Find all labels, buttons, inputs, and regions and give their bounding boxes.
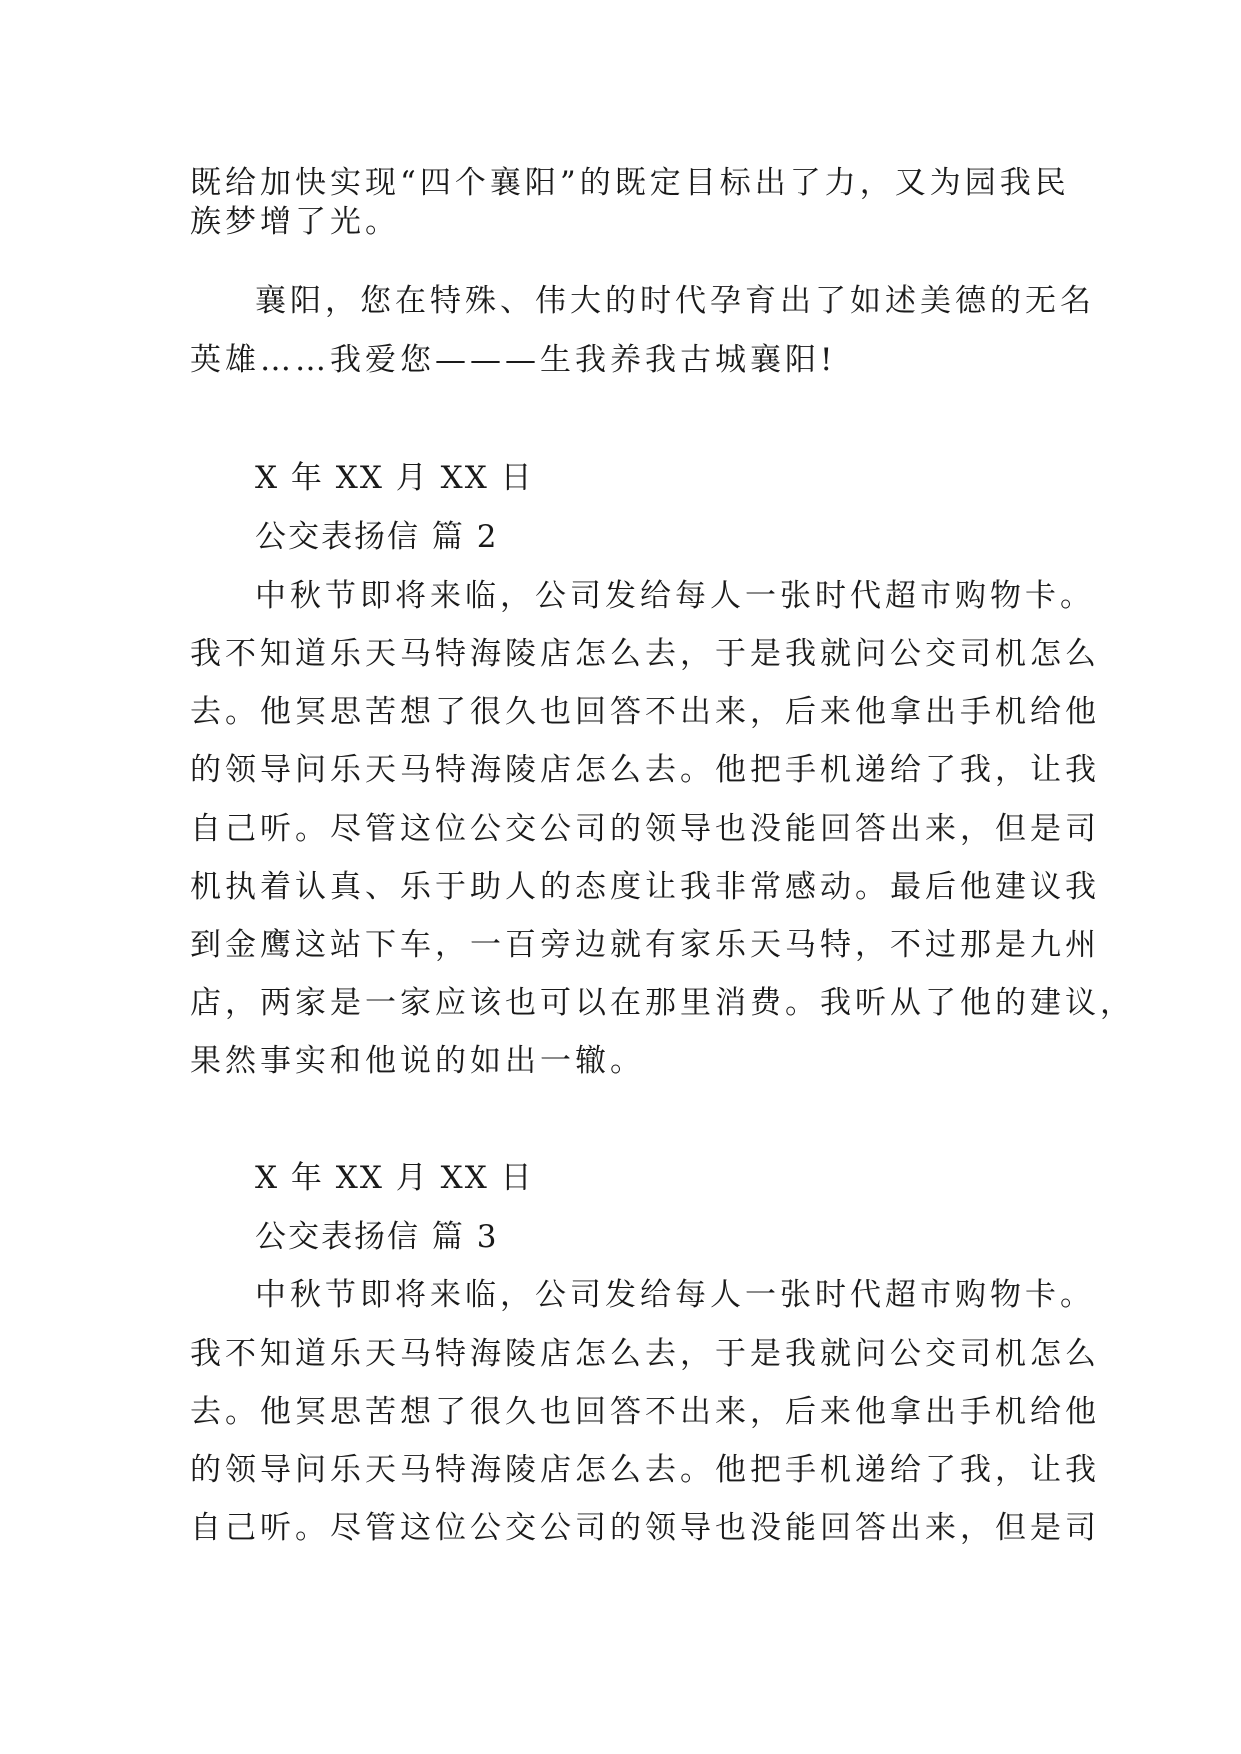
paragraph-line: 去。他冥思苦想了很久也回答不出来，后来他拿出手机给他 [190,694,1100,730]
paragraph-line: 我不知道乐天马特海陵店怎么去，于是我就问公交司机怎么 [190,1336,1100,1372]
paragraph-line: 自己听。尽管这位公交公司的领导也没能回答出来，但是司 [190,1510,1100,1546]
paragraph-line: 机执着认真、乐于助人的态度让我非常感动。最后他建议我 [190,869,1100,905]
paragraph-line: 英雄……我爱您———生我养我古城襄阳! [190,342,837,378]
paragraph-line: 既给加快实现“四个襄阳”的既定目标出了力，又为园我民 [190,165,1070,201]
paragraph-line: 中秋节即将来临，公司发给每人一张时代超市购物卡。 [255,1277,1095,1313]
letter-date: X 年 XX 月 XX 日 [255,460,534,496]
paragraph-line: 的领导问乐天马特海陵店怎么去。他把手机递给了我，让我 [190,752,1100,788]
paragraph-line: 自己听。尽管这位公交公司的领导也没能回答出来，但是司 [190,811,1100,847]
paragraph-line: 店，两家是一家应该也可以在那里消费。我听从了他的建议， [190,985,1135,1021]
paragraph-line: 族梦增了光。 [190,204,400,240]
paragraph-line: 我不知道乐天马特海陵店怎么去，于是我就问公交司机怎么 [190,636,1100,672]
section-title: 公交表扬信 篇 2 [255,519,499,555]
paragraph-line: 襄阳，您在特殊、伟大的时代孕育出了如述美德的无名 [255,283,1095,319]
paragraph-line: 去。他冥思苦想了很久也回答不出来，后来他拿出手机给他 [190,1394,1100,1430]
paragraph-line: 到金鹰这站下车，一百旁边就有家乐天马特，不过那是九州 [190,927,1100,963]
letter-date: X 年 XX 月 XX 日 [255,1160,534,1196]
paragraph-line: 的领导问乐天马特海陵店怎么去。他把手机递给了我，让我 [190,1452,1100,1488]
section-title: 公交表扬信 篇 3 [255,1219,499,1255]
paragraph-line: 中秋节即将来临，公司发给每人一张时代超市购物卡。 [255,578,1095,614]
paragraph-line: 果然事实和他说的如出一辙。 [190,1043,645,1079]
